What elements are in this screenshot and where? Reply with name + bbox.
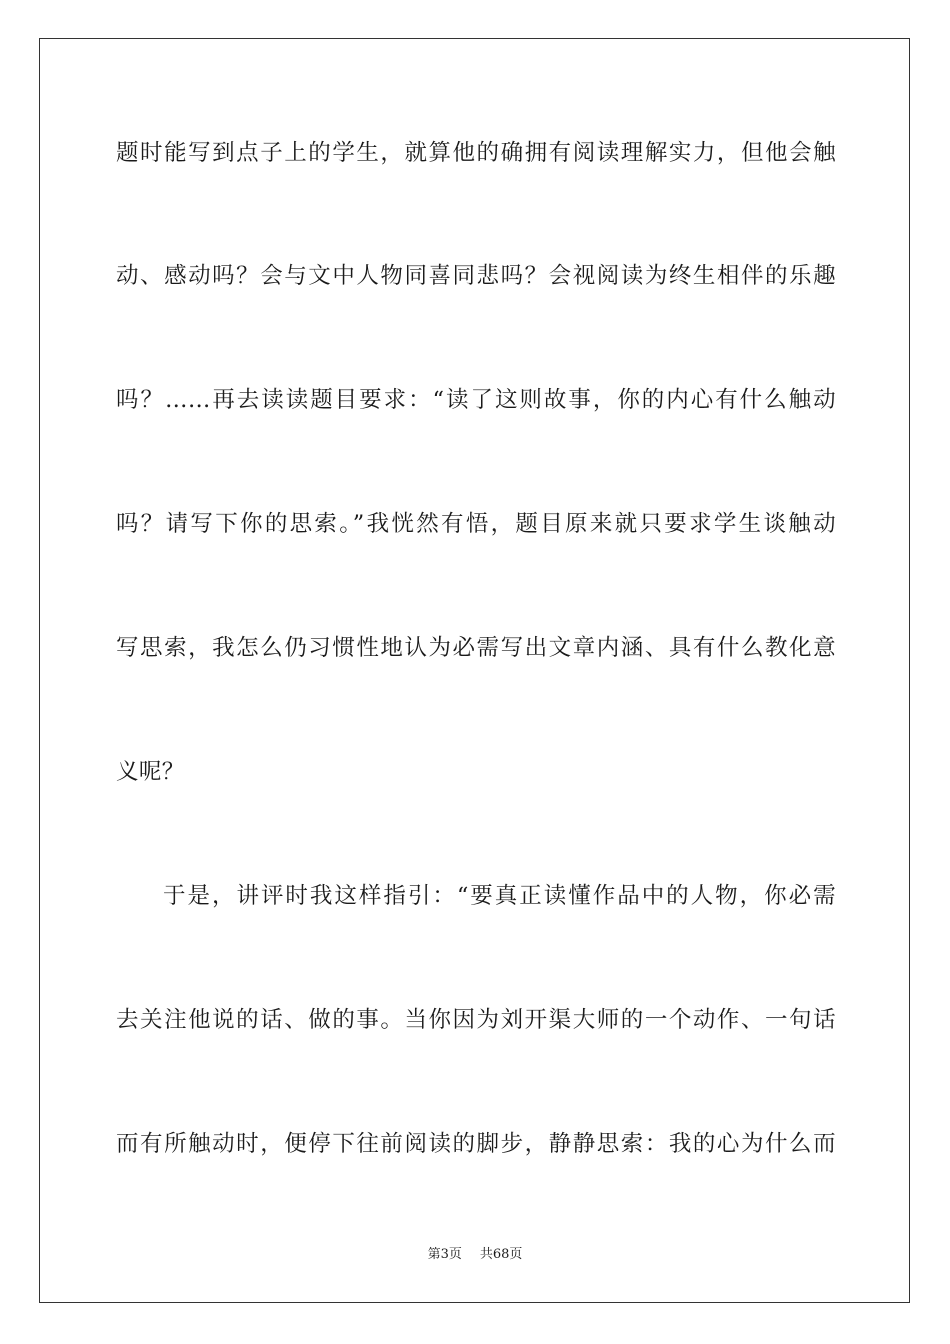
text-line: 题时能写到点子上的学生，就算他的确拥有阅读理解实力，但他会触 — [116, 140, 836, 166]
text-line: 而有所触动时，便停下往前阅读的脚步，静静思索：我的心为什么而 — [116, 1131, 836, 1157]
page-number: 第3页 — [427, 1247, 462, 1262]
text-line: 写思索，我怎么仍习惯性地认为必需写出文章内涵、具有什么教化意 — [116, 635, 836, 661]
text-line: 吗？……再去读读题目要求：“读了这则故事，你的内心有什么触动 — [116, 387, 836, 413]
page-border — [39, 38, 910, 1303]
text-line: 义呢？ — [116, 759, 185, 785]
paragraph-first-line: 于是，讲评时我这样指引：“要真正读懂作品中的人物，你必需 — [163, 883, 836, 909]
page-total: 共68页 — [479, 1247, 523, 1262]
text-line: 动、感动吗？会与文中人物同喜同悲吗？会视阅读为终生相伴的乐趣 — [116, 263, 836, 289]
text-line: 吗？请写下你的思索。”我恍然有悟，题目原来就只要求学生谈触动 — [116, 511, 836, 537]
page-footer — [0, 1246, 950, 1264]
text-line: 去关注他说的话、做的事。当你因为刘开渠大师的一个动作、一句话 — [116, 1007, 836, 1033]
